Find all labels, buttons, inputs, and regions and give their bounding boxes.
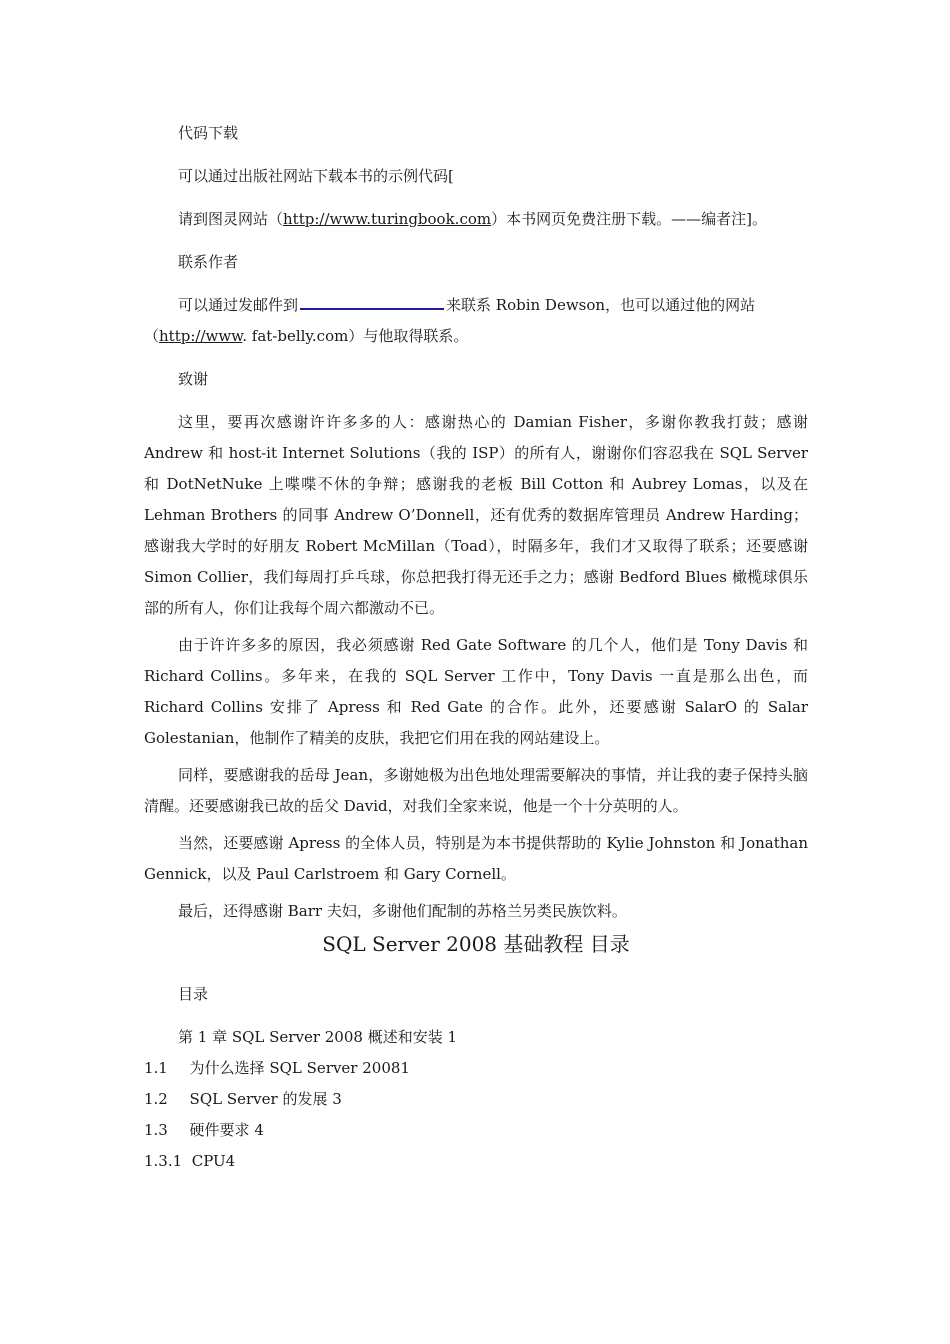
document-page: [144, 118, 808, 1177]
code-download-line2-suffix: ）本书网页免费注册下载。——编者注]。: [491, 210, 767, 228]
contact-text: [144, 290, 808, 321]
ack-paragraph: 同样，要感谢我的岳母 Jean，多谢她极为出色地处理需要解决的事情，并让我的妻子保持头脑清醒。还要感谢我已故的岳父 David，对我们全家来说，他是一个十分英明的人。: [144, 766, 808, 815]
toc-item-text: 硬件要求 4: [189, 1121, 264, 1139]
code-download-line1: 可以通过出版社网站下载本书的示例代码[: [178, 167, 454, 185]
toc-item-number: 1.2: [144, 1090, 168, 1108]
contact-url-rest: . fat-belly.com）与他取得联系。: [242, 327, 469, 345]
toc-heading: 目录: [178, 985, 209, 1003]
ack-paragraph: 当然，还要感谢 Apress 的全体人员，特别是为本书提供帮助的 Kylie Johnston 和 Jonathan Gennick，以及 Paul Carlstroem 和 Gary Cornell。: [144, 834, 808, 883]
acknowledgements-heading: 致谢: [178, 370, 209, 388]
toc-item-text: CPU4: [191, 1152, 236, 1170]
contact-url-line: [144, 321, 808, 352]
contact-heading: 联系作者: [178, 253, 239, 271]
code-download-heading: 代码下载: [178, 124, 239, 142]
toc-item-text: SQL Server 的发展 3: [189, 1090, 342, 1108]
email-blank: [300, 290, 444, 310]
toc-item: [144, 1053, 808, 1084]
toc-item-number: 1.3.1: [144, 1152, 183, 1170]
toc-item-number: 1.3: [144, 1121, 168, 1139]
code-download-line2-prefix: 请到图灵网站（: [178, 210, 284, 228]
toc-item: [144, 1084, 808, 1115]
ack-paragraph: 最后，还得感谢 Barr 夫妇，多谢他们配制的苏格兰另类民族饮料。: [178, 902, 627, 920]
ack-paragraph: 由于许许多多的原因，我必须感谢 Red Gate Software 的几个人，他们是 Tony Davis 和 Richard Collins。多年来，在我的 SQL Server 工作中，Tony Davis 一直是那么出色，而 Richard Collins 安排了 Apress 和 Red Gate 的合作。此外，还要感谢 SalarO 的 Salar Golestanian，他制作了精美的皮肤，我把它们用在我的网站建设上。: [144, 636, 808, 747]
toc-item: [144, 1115, 808, 1146]
toc-title: SQL Server 2008 基础教程 目录: [322, 932, 630, 956]
toc-item-text: 为什么选择 SQL Server 20081: [189, 1059, 410, 1077]
toc-chapter: 第 1 章 SQL Server 2008 概述和安装 1: [178, 1028, 458, 1046]
turingbook-link[interactable]: http://www.turingbook.com: [283, 210, 492, 228]
ack-paragraph: 这里，要再次感谢许许多多的人：感谢热心的 Damian Fisher，多谢你教我打鼓；感谢 Andrew 和 host-it Internet Solutions（我的 ISP）的所有人，谢谢你们容忍我在 SQL Server 和 DotNetNuke 上喋喋不休的争辩；感谢我的老板 Bill Cotton 和 Aubrey Lomas，以及在 Lehman Brothers 的同事 Andrew O’Donnell，还有优秀的数据库管理员 Andrew Harding；感谢我大学时的好朋友 Robert McMillan（Toad），时隔多年，我们才又取得了联系；还要感谢 Simon Collier，我们每周打乒乓球，你总把我打得无还手之力；感谢 Bedford Blues 橄榄球俱乐部的所有人，你们让我每个周六都激动不已。: [144, 413, 808, 617]
toc-item: [144, 1146, 808, 1177]
fat-belly-link[interactable]: http://www: [159, 327, 243, 345]
code-download-line2: [144, 204, 808, 235]
contact-text-prefix: 可以通过发邮件到: [178, 296, 299, 314]
contact-text-middle: 来联系 Robin Dewson，也可以通过他的网站: [446, 296, 756, 314]
toc-item-number: 1.1: [144, 1059, 168, 1077]
contact-url-open: （: [144, 327, 160, 345]
